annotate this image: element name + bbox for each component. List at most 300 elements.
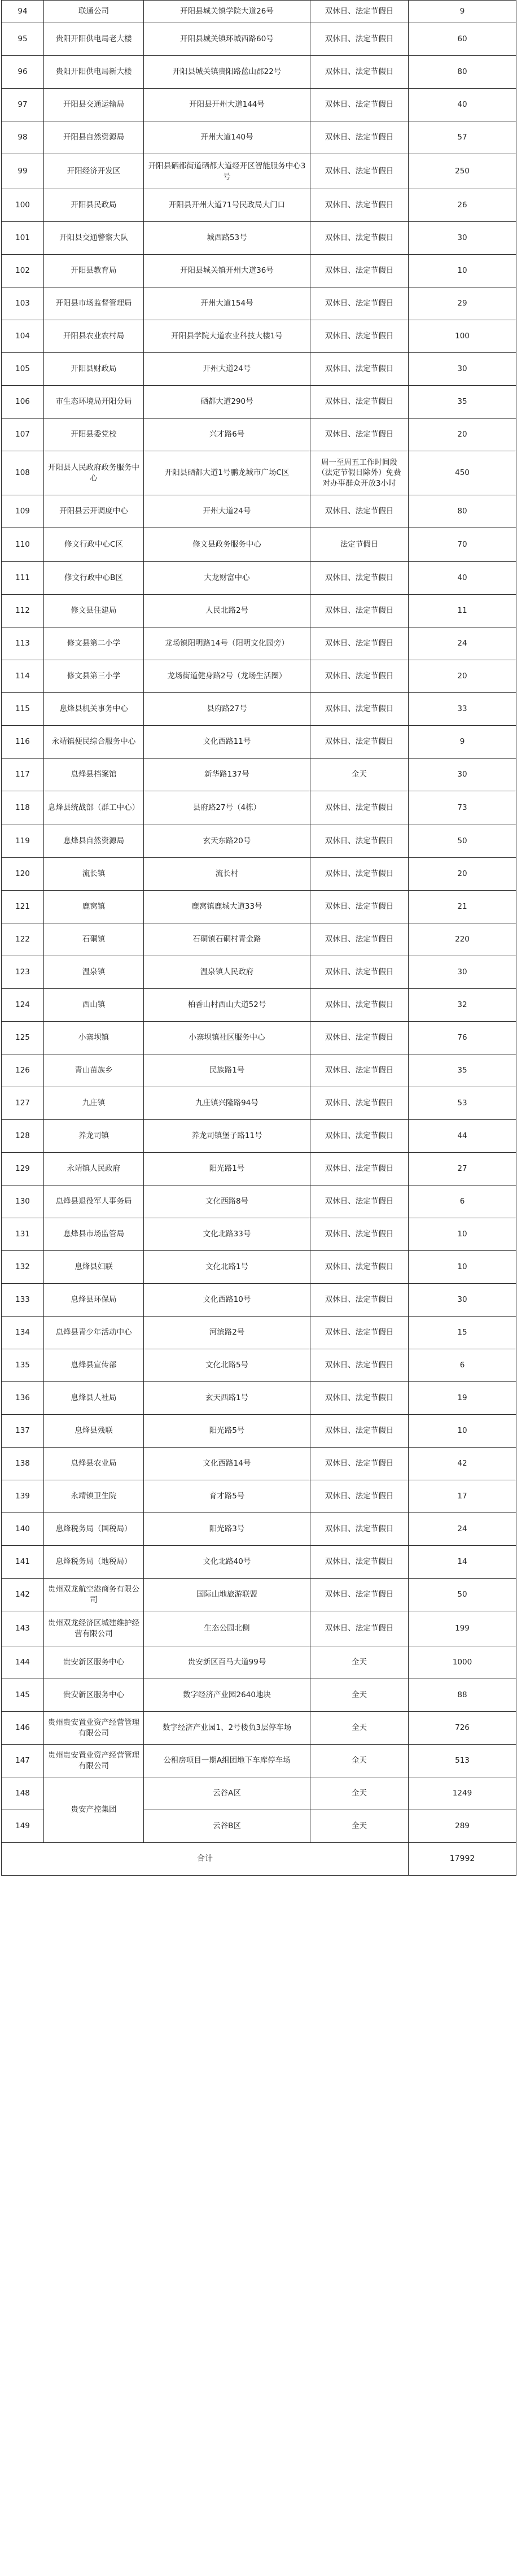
table-row — [2, 923, 516, 956]
unit-name: 修文县住建局 — [44, 595, 144, 627]
unit-name: 开阳县云开调度中心 — [44, 495, 144, 528]
unit-name: 鹿窝镇 — [44, 891, 144, 923]
unit-name: 贵州双龙经济区城建维护经营有限公司 — [44, 1611, 144, 1646]
open-time: 双休日、法定节假日 — [310, 154, 409, 189]
table-row — [2, 121, 516, 154]
table-row — [2, 89, 516, 121]
open-time: 双休日、法定节假日 — [310, 1, 409, 23]
unit-name: 青山苗族乡 — [44, 1054, 144, 1087]
table-row — [2, 1317, 516, 1349]
unit-name: 修文行政中心C区 — [44, 528, 144, 562]
unit-name: 石硐镇 — [44, 923, 144, 956]
parking-address: 龙场街道健身路2号（龙场生活圈） — [144, 660, 310, 693]
table-row — [2, 1022, 516, 1054]
unit-name: 息烽县机关事务中心 — [44, 693, 144, 726]
parking-address: 文化西路11号 — [144, 726, 310, 759]
parking-address: 开阳县城关镇环城西路60号 — [144, 23, 310, 56]
open-time: 双休日、法定节假日 — [310, 1415, 409, 1448]
unit-name: 息烽税务局（地税局） — [44, 1546, 144, 1579]
unit-name: 贵州双龙航空港商务有限公司 — [44, 1579, 144, 1611]
unit-name: 开阳经济开发区 — [44, 154, 144, 189]
parking-spaces: 726 — [409, 1712, 516, 1745]
row-number: 140 — [2, 1513, 44, 1546]
open-time: 双休日、法定节假日 — [310, 287, 409, 320]
parking-address: 玄天东路20号 — [144, 825, 310, 858]
table-row — [2, 1546, 516, 1579]
parking-spaces: 30 — [409, 956, 516, 989]
open-time: 双休日、法定节假日 — [310, 1054, 409, 1087]
open-time: 双休日、法定节假日 — [310, 89, 409, 121]
parking-spaces: 30 — [409, 222, 516, 255]
table-row — [2, 528, 516, 562]
unit-name: 息烽税务局（国税局） — [44, 1513, 144, 1546]
row-number: 99 — [2, 154, 44, 189]
parking-spaces: 30 — [409, 353, 516, 386]
table-row — [2, 1712, 516, 1745]
parking-address: 兴才路6号 — [144, 419, 310, 451]
parking-spaces: 21 — [409, 891, 516, 923]
row-number: 132 — [2, 1251, 44, 1284]
parking-spaces: 9 — [409, 726, 516, 759]
table-row — [2, 660, 516, 693]
unit-name: 息烽县人社局 — [44, 1382, 144, 1415]
parking-spaces: 6 — [409, 1185, 516, 1218]
row-number: 127 — [2, 1087, 44, 1120]
open-time: 双休日、法定节假日 — [310, 1120, 409, 1153]
open-time: 双休日、法定节假日 — [310, 1448, 409, 1480]
parking-spaces: 35 — [409, 386, 516, 419]
open-time: 双休日、法定节假日 — [310, 386, 409, 419]
open-time: 双休日、法定节假日 — [310, 1153, 409, 1185]
open-time: 双休日、法定节假日 — [310, 989, 409, 1022]
parking-address: 阳光路3号 — [144, 1513, 310, 1546]
parking-spaces: 1249 — [409, 1777, 516, 1810]
row-number: 114 — [2, 660, 44, 693]
unit-name: 流长镇 — [44, 858, 144, 891]
row-number: 100 — [2, 189, 44, 222]
row-number: 135 — [2, 1349, 44, 1382]
row-number: 106 — [2, 386, 44, 419]
parking-spaces: 20 — [409, 660, 516, 693]
parking-spaces: 100 — [409, 320, 516, 353]
table-row — [2, 759, 516, 791]
parking-address: 开阳县城关镇学院大道26号 — [144, 1, 310, 23]
parking-spaces: 80 — [409, 56, 516, 89]
table-row — [2, 1349, 516, 1382]
unit-name: 息烽县农业局 — [44, 1448, 144, 1480]
parking-spaces: 30 — [409, 759, 516, 791]
open-time: 双休日、法定节假日 — [310, 1546, 409, 1579]
open-time: 双休日、法定节假日 — [310, 255, 409, 287]
unit-name: 开阳县市场监督管理局 — [44, 287, 144, 320]
parking-spaces: 76 — [409, 1022, 516, 1054]
parking-spaces: 32 — [409, 989, 516, 1022]
parking-address: 玄天西路1号 — [144, 1382, 310, 1415]
unit-name: 开阳县交通运输局 — [44, 89, 144, 121]
unit-name: 息烽县环保局 — [44, 1284, 144, 1317]
parking-address: 开阳县城关镇开州大道36号 — [144, 255, 310, 287]
row-number: 129 — [2, 1153, 44, 1185]
total-count: 17992 — [409, 1843, 516, 1876]
parking-address: 开阳县城关镇贵阳路蓝山郡22号 — [144, 56, 310, 89]
row-number: 103 — [2, 287, 44, 320]
parking-spaces: 20 — [409, 419, 516, 451]
row-number: 128 — [2, 1120, 44, 1153]
parking-address: 数字经济产业园2640地块 — [144, 1679, 310, 1712]
row-number: 134 — [2, 1317, 44, 1349]
unit-name: 贵阳开阳供电局老大楼 — [44, 23, 144, 56]
parking-address: 国际山地旅游联盟 — [144, 1579, 310, 1611]
row-number: 98 — [2, 121, 44, 154]
parking-address: 养龙司镇堡子路11号 — [144, 1120, 310, 1153]
row-number: 123 — [2, 956, 44, 989]
parking-spaces: 450 — [409, 451, 516, 495]
parking-spaces: 40 — [409, 562, 516, 595]
open-time: 双休日、法定节假日 — [310, 495, 409, 528]
open-time: 双休日、法定节假日 — [310, 1284, 409, 1317]
parking-spaces: 9 — [409, 1, 516, 23]
table-body — [2, 1, 516, 1876]
table-row — [2, 1646, 516, 1679]
row-number: 143 — [2, 1611, 44, 1646]
open-time: 双休日、法定节假日 — [310, 222, 409, 255]
table-row — [2, 595, 516, 627]
row-number: 147 — [2, 1745, 44, 1777]
table-row — [2, 1120, 516, 1153]
parking-address: 流长村 — [144, 858, 310, 891]
open-time: 双休日、法定节假日 — [310, 1382, 409, 1415]
table-row — [2, 1054, 516, 1087]
open-time: 双休日、法定节假日 — [310, 320, 409, 353]
parking-spaces: 14 — [409, 1546, 516, 1579]
table-row — [2, 154, 516, 189]
open-time: 双休日、法定节假日 — [310, 419, 409, 451]
row-number: 130 — [2, 1185, 44, 1218]
parking-spaces: 29 — [409, 287, 516, 320]
parking-address: 河滨路2号 — [144, 1317, 310, 1349]
parking-spaces: 20 — [409, 858, 516, 891]
unit-name: 开阳县人民政府政务服务中心 — [44, 451, 144, 495]
row-number: 104 — [2, 320, 44, 353]
table-row — [2, 495, 516, 528]
open-time: 双休日、法定节假日 — [310, 627, 409, 660]
parking-address: 开阳县硒都大道1号鹏龙城市广场C区 — [144, 451, 310, 495]
row-number: 146 — [2, 1712, 44, 1745]
parking-address: 开阳县开州大道71号民政局大门口 — [144, 189, 310, 222]
table-row — [2, 1, 516, 23]
parking-spaces: 10 — [409, 255, 516, 287]
parking-spaces: 33 — [409, 693, 516, 726]
parking-address: 文化西路8号 — [144, 1185, 310, 1218]
row-number: 141 — [2, 1546, 44, 1579]
row-number: 133 — [2, 1284, 44, 1317]
unit-name: 开阳县教育局 — [44, 255, 144, 287]
table-row — [2, 726, 516, 759]
parking-address: 人民北路2号 — [144, 595, 310, 627]
unit-name: 市生态环境局开阳分局 — [44, 386, 144, 419]
parking-address: 民族路1号 — [144, 1054, 310, 1087]
parking-spaces: 15 — [409, 1317, 516, 1349]
open-time: 双休日、法定节假日 — [310, 726, 409, 759]
open-time: 全天 — [310, 759, 409, 791]
row-number: 110 — [2, 528, 44, 562]
open-time: 双休日、法定节假日 — [310, 1185, 409, 1218]
open-time: 双休日、法定节假日 — [310, 121, 409, 154]
parking-address: 九庄镇兴隆路94号 — [144, 1087, 310, 1120]
open-time: 双休日、法定节假日 — [310, 1087, 409, 1120]
parking-address: 开阳县开州大道144号 — [144, 89, 310, 121]
row-number: 97 — [2, 89, 44, 121]
row-number: 142 — [2, 1579, 44, 1611]
parking-address: 城西路53号 — [144, 222, 310, 255]
open-time: 全天 — [310, 1745, 409, 1777]
row-number: 95 — [2, 23, 44, 56]
table-row — [2, 1448, 516, 1480]
open-time: 周一至周五工作时间段（法定节假日除外）免费对办事群众开放3小时 — [310, 451, 409, 495]
table-row — [2, 189, 516, 222]
parking-spaces: 80 — [409, 495, 516, 528]
parking-spaces: 50 — [409, 825, 516, 858]
unit-name: 贵州贵安置业资产经营管理有限公司 — [44, 1745, 144, 1777]
unit-name: 息烽县残联 — [44, 1415, 144, 1448]
table-row — [2, 1579, 516, 1611]
open-time: 双休日、法定节假日 — [310, 956, 409, 989]
table-row — [2, 353, 516, 386]
parking-spaces: 513 — [409, 1745, 516, 1777]
row-number: 125 — [2, 1022, 44, 1054]
table-row — [2, 989, 516, 1022]
parking-address: 公租房项目一期A组团地下车库停车场 — [144, 1745, 310, 1777]
parking-address: 开阳县硒都街道硒都大道经开区智能服务中心3号 — [144, 154, 310, 189]
unit-name: 息烽县市场监管局 — [44, 1218, 144, 1251]
parking-spaces: 1000 — [409, 1646, 516, 1679]
row-number: 122 — [2, 923, 44, 956]
parking-spaces: 10 — [409, 1415, 516, 1448]
table-row — [2, 562, 516, 595]
open-time: 双休日、法定节假日 — [310, 595, 409, 627]
unit-name: 永靖镇人民政府 — [44, 1153, 144, 1185]
unit-name: 联通公司 — [44, 1, 144, 23]
row-number: 105 — [2, 353, 44, 386]
unit-name: 永靖镇便民综合服务中心 — [44, 726, 144, 759]
parking-address: 石硐镇石硐村青金路 — [144, 923, 310, 956]
parking-address: 县府路27号（4栋） — [144, 791, 310, 825]
table-row — [2, 287, 516, 320]
open-time: 双休日、法定节假日 — [310, 23, 409, 56]
table-row — [2, 386, 516, 419]
table-row — [2, 1382, 516, 1415]
parking-spaces: 10 — [409, 1218, 516, 1251]
parking-spaces: 44 — [409, 1120, 516, 1153]
parking-spaces: 73 — [409, 791, 516, 825]
parking-spaces: 60 — [409, 23, 516, 56]
row-number: 119 — [2, 825, 44, 858]
unit-name: 息烽县宣传部 — [44, 1349, 144, 1382]
parking-spaces: 199 — [409, 1611, 516, 1646]
table-row — [2, 56, 516, 89]
row-number: 136 — [2, 1382, 44, 1415]
total-row — [2, 1843, 516, 1876]
row-number: 109 — [2, 495, 44, 528]
parking-address: 鹿窝镇鹿城大道33号 — [144, 891, 310, 923]
table-row — [2, 1480, 516, 1513]
open-time: 双休日、法定节假日 — [310, 825, 409, 858]
table-row — [2, 1087, 516, 1120]
open-time: 全天 — [310, 1777, 409, 1810]
table-row — [2, 1185, 516, 1218]
parking-address: 龙场镇阳明路14号（阳明文化园旁） — [144, 627, 310, 660]
unit-name: 开阳县财政局 — [44, 353, 144, 386]
parking-spaces: 57 — [409, 121, 516, 154]
row-number: 113 — [2, 627, 44, 660]
open-time: 双休日、法定节假日 — [310, 1022, 409, 1054]
parking-spaces: 24 — [409, 1513, 516, 1546]
unit-name: 息烽县自然资源局 — [44, 825, 144, 858]
open-time: 双休日、法定节假日 — [310, 1251, 409, 1284]
table-row — [2, 693, 516, 726]
unit-name: 息烽县退役军人事务局 — [44, 1185, 144, 1218]
parking-address: 文化北路33号 — [144, 1218, 310, 1251]
parking-address: 文化西路14号 — [144, 1448, 310, 1480]
parking-spaces: 88 — [409, 1679, 516, 1712]
unit-name: 永靖镇卫生院 — [44, 1480, 144, 1513]
open-time: 双休日、法定节假日 — [310, 1317, 409, 1349]
row-number: 139 — [2, 1480, 44, 1513]
unit-name: 开阳县农业农村局 — [44, 320, 144, 353]
parking-address: 柏香山村西山大道52号 — [144, 989, 310, 1022]
parking-address: 阳光路5号 — [144, 1415, 310, 1448]
row-number: 101 — [2, 222, 44, 255]
parking-address: 开阳县学院大道农业科技大楼1号 — [144, 320, 310, 353]
row-number: 117 — [2, 759, 44, 791]
parking-address: 开州大道154号 — [144, 287, 310, 320]
table-row — [2, 825, 516, 858]
row-number: 148 — [2, 1777, 44, 1810]
open-time: 双休日、法定节假日 — [310, 56, 409, 89]
unit-name: 九庄镇 — [44, 1087, 144, 1120]
unit-name: 贵安新区服务中心 — [44, 1646, 144, 1679]
row-number: 108 — [2, 451, 44, 495]
row-number: 94 — [2, 1, 44, 23]
parking-address: 贵安新区百马大道99号 — [144, 1646, 310, 1679]
parking-address: 开州大道140号 — [144, 121, 310, 154]
open-time: 双休日、法定节假日 — [310, 1349, 409, 1382]
open-time: 全天 — [310, 1712, 409, 1745]
open-time: 双休日、法定节假日 — [310, 891, 409, 923]
parking-spaces: 27 — [409, 1153, 516, 1185]
parking-spaces: 17 — [409, 1480, 516, 1513]
row-number: 144 — [2, 1646, 44, 1679]
row-number: 107 — [2, 419, 44, 451]
parking-address: 小寨坝镇社区服务中心 — [144, 1022, 310, 1054]
table-row — [2, 1679, 516, 1712]
unit-name: 修文县第二小学 — [44, 627, 144, 660]
open-time: 全天 — [310, 1679, 409, 1712]
row-number: 138 — [2, 1448, 44, 1480]
unit-name: 修文行政中心B区 — [44, 562, 144, 595]
parking-lot-table — [1, 0, 516, 1876]
unit-name: 小寨坝镇 — [44, 1022, 144, 1054]
open-time: 双休日、法定节假日 — [310, 1218, 409, 1251]
parking-address: 数字经济产业园1、2号楼负3层停车场 — [144, 1712, 310, 1745]
row-number: 116 — [2, 726, 44, 759]
table-row — [2, 1777, 516, 1810]
unit-name: 息烽县妇联 — [44, 1251, 144, 1284]
row-number: 111 — [2, 562, 44, 595]
row-number: 120 — [2, 858, 44, 891]
row-number: 118 — [2, 791, 44, 825]
parking-spaces: 220 — [409, 923, 516, 956]
open-time: 双休日、法定节假日 — [310, 1513, 409, 1546]
unit-name: 贵安产控集团 — [44, 1777, 144, 1843]
table-row — [2, 1251, 516, 1284]
table-row — [2, 891, 516, 923]
parking-address: 阳光路1号 — [144, 1153, 310, 1185]
parking-address: 文化北路40号 — [144, 1546, 310, 1579]
total-label: 合计 — [2, 1843, 409, 1876]
unit-name: 西山镇 — [44, 989, 144, 1022]
table-row — [2, 1745, 516, 1777]
parking-spaces: 30 — [409, 1284, 516, 1317]
open-time: 双休日、法定节假日 — [310, 562, 409, 595]
table-row — [2, 1218, 516, 1251]
parking-spaces: 10 — [409, 1251, 516, 1284]
table-row — [2, 1513, 516, 1546]
row-number: 121 — [2, 891, 44, 923]
open-time: 双休日、法定节假日 — [310, 660, 409, 693]
parking-spaces: 42 — [409, 1448, 516, 1480]
open-time: 双休日、法定节假日 — [310, 1480, 409, 1513]
open-time: 双休日、法定节假日 — [310, 693, 409, 726]
parking-address: 文化北路1号 — [144, 1251, 310, 1284]
row-number: 115 — [2, 693, 44, 726]
table-row — [2, 858, 516, 891]
open-time: 双休日、法定节假日 — [310, 1611, 409, 1646]
open-time: 双休日、法定节假日 — [310, 1579, 409, 1611]
parking-address: 温泉镇人民政府 — [144, 956, 310, 989]
parking-spaces: 70 — [409, 528, 516, 562]
table-row — [2, 320, 516, 353]
parking-address: 文化西路10号 — [144, 1284, 310, 1317]
open-time: 双休日、法定节假日 — [310, 858, 409, 891]
unit-name: 开阳县委党校 — [44, 419, 144, 451]
parking-address: 育才路5号 — [144, 1480, 310, 1513]
unit-name: 修文县第三小学 — [44, 660, 144, 693]
parking-address: 开州大道24号 — [144, 495, 310, 528]
row-number: 96 — [2, 56, 44, 89]
open-time: 双休日、法定节假日 — [310, 791, 409, 825]
unit-name: 息烽县档案馆 — [44, 759, 144, 791]
unit-name: 温泉镇 — [44, 956, 144, 989]
open-time: 双休日、法定节假日 — [310, 353, 409, 386]
table-row — [2, 23, 516, 56]
unit-name: 开阳县交通警察大队 — [44, 222, 144, 255]
parking-address: 新华路137号 — [144, 759, 310, 791]
parking-spaces: 50 — [409, 1579, 516, 1611]
open-time: 全天 — [310, 1810, 409, 1843]
unit-name: 息烽县青少年活动中心 — [44, 1317, 144, 1349]
parking-address: 大龙财富中心 — [144, 562, 310, 595]
unit-name: 开阳县自然资源局 — [44, 121, 144, 154]
parking-spaces: 40 — [409, 89, 516, 121]
table-row — [2, 222, 516, 255]
row-number: 149 — [2, 1810, 44, 1843]
table-row — [2, 419, 516, 451]
open-time: 法定节假日 — [310, 528, 409, 562]
unit-name: 养龙司镇 — [44, 1120, 144, 1153]
parking-address: 文化北路5号 — [144, 1349, 310, 1382]
table-row — [2, 255, 516, 287]
